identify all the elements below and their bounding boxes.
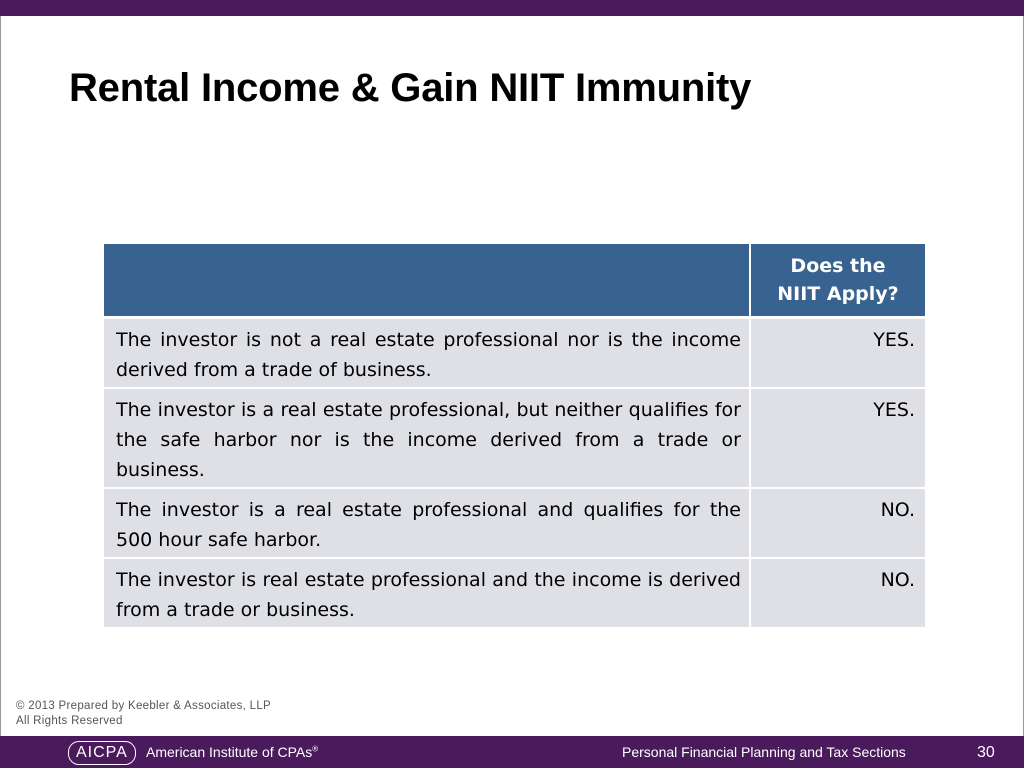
row-description: The investor is a real estate professional, but neither qualifies for the safe harbor nor is the income derived from a trade or business. <box>104 389 751 489</box>
organization-name <box>146 744 318 760</box>
row-apply-value: NO. <box>751 559 925 629</box>
organization-label: American Institute of CPAs <box>146 744 313 760</box>
copyright-line2: All Rights Reserved <box>16 715 123 727</box>
slide-left-border <box>0 16 1 736</box>
aicpa-logo: AICPA <box>68 741 136 765</box>
niit-table <box>104 244 925 629</box>
table-row <box>104 319 925 389</box>
header-apply-line1: Does the <box>790 255 886 277</box>
header-description <box>104 244 751 319</box>
table-row <box>104 389 925 489</box>
section-name: Personal Financial Planning and Tax Sections <box>622 744 906 760</box>
copyright-line1: © 2013 Prepared by Keebler & Associates, LLP <box>16 700 272 712</box>
slide-title: Rental Income & Gain NIIT Immunity <box>69 66 752 110</box>
table-header-row <box>104 244 925 319</box>
row-description: The investor is a real estate professional and qualifies for the 500 hour safe harbor. <box>104 489 751 559</box>
copyright-notice <box>16 699 271 729</box>
table-row <box>104 559 925 629</box>
registered-mark: ® <box>312 744 319 754</box>
header-apply-line2: NIIT Apply? <box>777 283 899 305</box>
row-apply-value: YES. <box>751 389 925 489</box>
row-description: The investor is real estate professional and the income is derived from a trade or business. <box>104 559 751 629</box>
footer-bar <box>0 736 1024 768</box>
row-apply-value: NO. <box>751 489 925 559</box>
header-niit-apply <box>751 244 925 319</box>
table-row <box>104 489 925 559</box>
top-header-bar <box>0 0 1024 16</box>
page-number: 30 <box>977 744 995 761</box>
row-description: The investor is not a real estate professional nor is the income derived from a trade of business. <box>104 319 751 389</box>
row-apply-value: YES. <box>751 319 925 389</box>
